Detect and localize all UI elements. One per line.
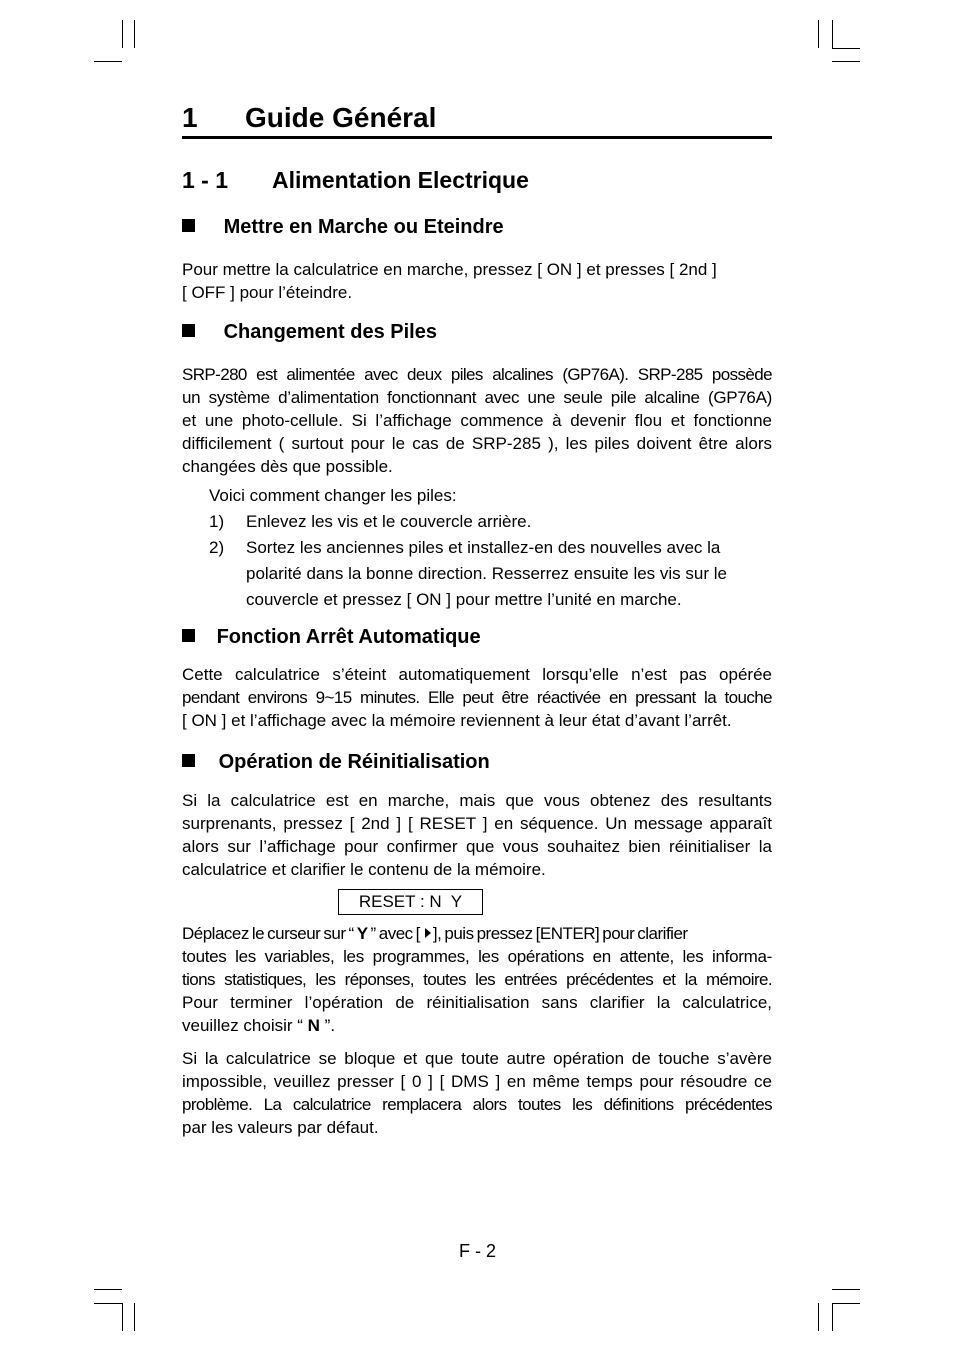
bullet-square-icon	[182, 324, 195, 337]
list-item-text: couvercle et pressez [ ON ] pour mettre l’unité en marche.	[246, 590, 682, 609]
chapter-number: 1	[182, 102, 198, 133]
bullet-square-icon	[182, 219, 195, 232]
text-line	[182, 922, 772, 945]
text-line: difficilement ( surtout pour le cas de SRP-285 ), les piles doivent être alors	[182, 434, 772, 453]
section-number: 1 - 1	[182, 167, 229, 193]
lcd-display-text: RESET : N Y	[358, 892, 463, 911]
list-item-text: Sortez les anciennes piles et installez-en des nouvelles avec la	[246, 538, 721, 557]
text-line: Pour mettre la calculatrice en marche, pressez [ ON ] et presses [ 2nd ]	[182, 260, 717, 279]
paragraph-auto-off	[182, 663, 772, 732]
subsection-title: Opération de Réinitialisation	[218, 751, 490, 773]
subsection-title: Changement des Piles	[223, 321, 437, 343]
text-line: SRP-280 est alimentée avec deux piles alcalines (GP76A). SRP-285 possède	[182, 365, 772, 384]
text-line: et une photo-cellule. Si l’affichage commence à devenir flou et fonctionne	[182, 411, 772, 430]
text-line: pendant environs 9~15 minutes. Elle peut être réactivée en pressant la touche	[182, 688, 772, 707]
text-line: [ ON ] et l’affichage avec la mémoire reviennent à leur état d’avant l’arrêt.	[182, 711, 732, 730]
subsection-reset-heading	[182, 751, 490, 774]
text-line: Si la calculatrice est en marche, mais que vous obtenez des resultants	[182, 791, 772, 810]
text-fragment-n: N	[307, 1016, 320, 1035]
chapter-heading	[182, 100, 772, 139]
text-fragment: ”.	[319, 1016, 336, 1035]
list-item	[209, 535, 727, 613]
list-item	[209, 509, 727, 535]
bullet-square-icon	[182, 629, 195, 642]
text-fragment: ” avec [	[367, 924, 423, 943]
text-line: impossible, veuillez presser [ 0 ] [ DMS ] en même temps pour résoudre ce	[182, 1072, 772, 1091]
text-line: alors sur l’affichage pour confirmer que vous souhaitez bien réinitialiser la	[182, 837, 772, 856]
paragraph-cursor	[182, 922, 772, 1037]
text-line: un système d’alimentation fonctionnant avec une seule pile alcaline (GP76A)	[182, 388, 772, 407]
page-number: F - 2	[459, 1241, 497, 1261]
text-line: tions statistiques, les réponses, toutes les entrées précédentes et la mémoire.	[182, 970, 772, 989]
subsection-batteries-heading	[182, 321, 437, 344]
list-item-number: 2)	[209, 538, 225, 557]
text-line: Si la calculatrice se bloque et que toute autre opération de touche s’avère	[182, 1049, 772, 1068]
chapter-title: Guide Général	[245, 102, 437, 133]
text-line: toutes les variables, les programmes, les opérations en attente, les informa-	[182, 947, 772, 966]
list-item-text: Enlevez les vis et le couvercle arrière.	[246, 512, 532, 531]
text-line: Pour terminer l’opération de réinitialisation sans clarifier la calculatrice,	[182, 993, 772, 1012]
text-line: [ OFF ] pour l’éteindre.	[182, 283, 353, 302]
text-line: Cette calculatrice s’éteint automatiquement lorsqu’elle n’est pas opérée	[182, 665, 772, 684]
text-line: par les valeurs par défaut.	[182, 1118, 379, 1137]
subsection-title: Fonction Arrêt Automatique	[216, 626, 481, 648]
text-fragment: veuillez choisir “	[182, 1016, 308, 1035]
text-line: changées dès que possible.	[182, 457, 393, 476]
text-line	[182, 1014, 772, 1037]
paragraph-lockup	[182, 1047, 772, 1139]
text-line: calculatrice et clarifier le contenu de la mémoire.	[182, 860, 546, 879]
text-fragment: Déplacez le curseur sur “	[182, 924, 357, 943]
list-intro: Voici comment changer les piles:	[209, 486, 457, 505]
paragraph-power	[182, 258, 772, 304]
paragraph-batteries	[182, 363, 772, 478]
section-title: Alimentation Electrique	[272, 167, 529, 193]
text-fragment: ], puis pressez [ENTER] pour clarifier	[432, 924, 688, 943]
subsection-auto-off-heading	[182, 626, 481, 649]
arrow-right-icon	[425, 928, 431, 938]
list-item-text: polarité dans la bonne direction. Resserrez ensuite les vis sur le	[246, 564, 727, 583]
list-item-number: 1)	[209, 512, 225, 531]
subsection-title: Mettre en Marche ou Eteindre	[223, 216, 504, 238]
paragraph-reset	[182, 789, 772, 881]
lcd-display-box	[338, 889, 483, 915]
subsection-power-heading	[182, 216, 504, 239]
bullet-square-icon	[182, 754, 195, 767]
battery-steps-list	[209, 483, 727, 613]
text-fragment-y: Y	[356, 924, 368, 943]
text-line: surprenants, pressez [ 2nd ] [ RESET ] en séquence. Un message apparaît	[182, 814, 772, 833]
text-line: problème. La calculatrice remplacera alors toutes les définitions précédentes	[182, 1095, 772, 1114]
